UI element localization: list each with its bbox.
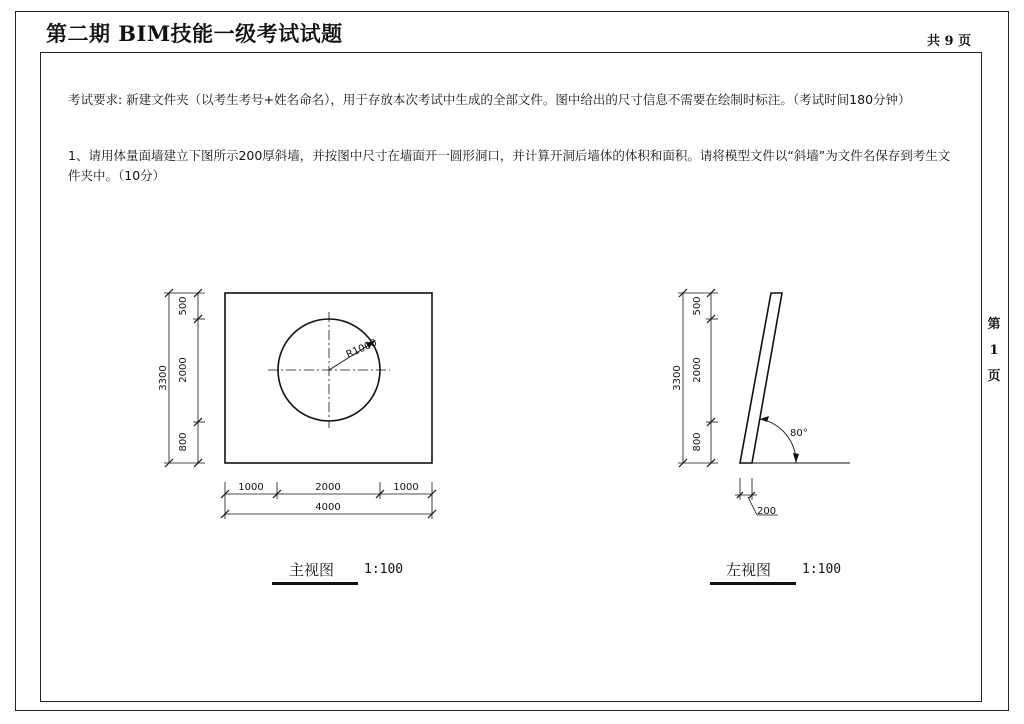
side-view-caption: 左视图 — [726, 561, 772, 579]
side-dim-total-height: 3300 — [672, 365, 683, 391]
thickness-label: 200 — [757, 506, 777, 517]
front-view-caption-underline — [272, 582, 358, 585]
angle-arc — [760, 419, 796, 463]
front-view-caption: 主视图 — [289, 561, 335, 579]
slanted-wall — [740, 293, 782, 463]
side-view-scale: 1:100 — [802, 562, 842, 577]
side-view-caption-underline — [710, 582, 796, 585]
radius-label: R1000 — [344, 337, 379, 361]
dim-center: 2000 — [315, 482, 341, 493]
side-dim-bottom: 800 — [692, 432, 703, 452]
side-view-drawing — [678, 289, 850, 515]
dim-total-width: 4000 — [315, 502, 341, 513]
dim-total-height: 3300 — [158, 365, 169, 391]
exam-title: 第二期 BIM技能一级考试试题 — [46, 21, 343, 46]
side-dim-middle: 2000 — [692, 357, 703, 383]
angle-label: 80° — [790, 428, 808, 439]
dim-top: 500 — [178, 296, 189, 316]
question-1: 1、请用体量面墙建立下图所示200厚斜墙，并按图中尺寸在墙面开一圆形洞口，并计算开洞后墙体的体积和面积。请将模型文件以“斜墙”为文件名保存到考生文件夹中。（10分） — [68, 148, 951, 183]
front-view-scale: 1:100 — [364, 562, 404, 577]
dim-right: 1000 — [393, 482, 419, 493]
page-number: 1 — [989, 343, 999, 358]
page-indicator-prefix: 第 — [987, 317, 1001, 332]
side-dim-top: 500 — [692, 296, 703, 316]
thickness-leader — [748, 497, 757, 515]
total-pages: 共 9 页 — [927, 34, 972, 49]
dim-bottom: 800 — [178, 432, 189, 452]
page-indicator-suffix: 页 — [987, 369, 1001, 384]
exam-requirements: 考试要求: 新建文件夹（以考生考号+姓名命名），用于存放本次考试中生成的全部文件。图中给出的尺寸信息不需要在绘制时标注。（考试时间180分钟） — [68, 92, 911, 107]
front-view-labels — [158, 296, 419, 513]
dim-middle: 2000 — [178, 357, 189, 383]
dim-left: 1000 — [238, 482, 264, 493]
